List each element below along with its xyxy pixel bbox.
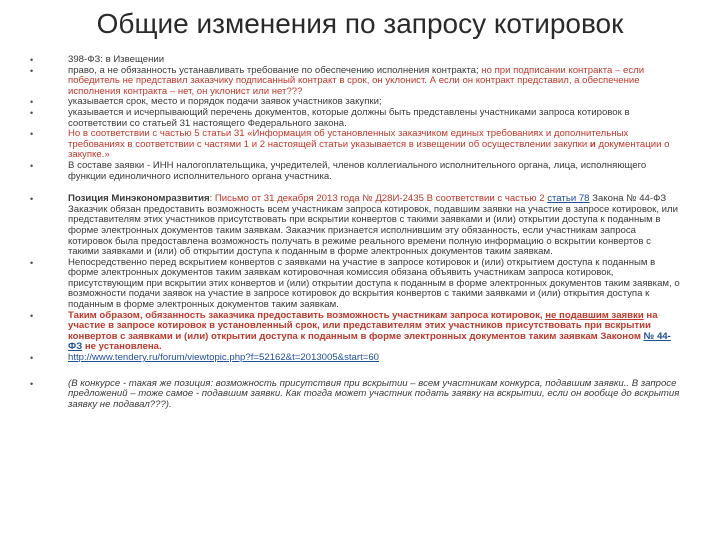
bullet-item: • Таким образом, обязанность заказчика предоставить возможность участникам запроса котировок, не подавшим заявки на участие в запросе котировок в установленный срок, или представителям этих участников присутствовать при вскрытии конвертов с заявками и (или) открытии доступа к поданным в форме электронных документов таким заявкам Законом № 44-ФЗ не установлена. xyxy=(30,311,680,353)
bullet-item xyxy=(30,353,680,364)
law-link[interactable]: № 44-ФЗ xyxy=(68,330,671,353)
bullet-item: • 398-ФЗ: в Извещении xyxy=(30,55,680,66)
content-area xyxy=(30,55,680,410)
bullet-item: • указывается и исчерпывающий перечень документов, которые должны быть представлены участниками запроса котировок в соответствии со статьей 31 настоящего Федерального закона. xyxy=(30,108,680,129)
bullet-item: • Позиция Минэкономразвития: Письмо от 31 декабря 2013 года № Д28И-2435 В соответствии с частью 2 статьи 78 Закона № 44-ФЗ Заказчик обязан предоставить возможность всем участникам запроса котировок, подавшим заявки на участие в запросе котировок, или представителям этих участников присутствовать при вскрытии конвертов с такими заявками и (или) открытии доступа к поданным в форме электронных документов таким заявкам. Заказчик признается исполнившим эту обязанность, если участникам запроса котировок была предоставлена возможность получать в режиме реального времени полную информацию о вскрытии конвертов с такими заявками и (или) об открытии доступа к поданным в форме электронных документов таким заявкам. xyxy=(30,194,680,258)
bullet-item: • Непосредственно перед вскрытием конвертов с заявками на участие в запросе котировок и (или) открытием доступа к поданным в форме электронных документов таким заявкам котировочная комиссия обязана объявить участникам запроса котировок, присутствующим при вскрытии этих конвертов и (или) открытии доступа к поданным в форме электронных документов таким заявкам, о возможности подачи заявок на участие в запросе котировок до вскрытия конвертов с такими заявками и (или) открытия доступа к поданным в форме электронных документов таким заявкам. xyxy=(30,258,680,311)
bullet-item: • В составе заявки - ИНН налогоплательщика, учредителей, членов коллегиального исполнительного органа, лица, исполняющего функции единоличного исполнительного органа участника. xyxy=(30,161,680,182)
forum-link[interactable]: http://www.tendery.ru/forum/viewtopic.php?f=52162&t=2013005&start=60 xyxy=(68,352,380,364)
bullet-item: • указывается срок, место и порядок подачи заявок участников закупки; xyxy=(30,97,680,108)
bullet-list xyxy=(30,55,680,410)
bullet-item: • право, а не обязанность устанавливать требование по обеспечению исполнения контракта; но при подписании контракта – если победитель не представил заказчику подписанный контракт в срок, он уклонист. А если он контракт представил, а обеспечение исполнения контракта – нет, он уклонист или нет??? xyxy=(30,66,680,98)
law-article-link[interactable]: статьи 78 xyxy=(547,193,590,205)
bullet-item: • (В конкурсе - такая же позиция: возможность присутствия при вскрытии – всем участникам конкурса, подавшим заявки.. В запросе предложений – тоже самое - подавшим заявки. Как тогда может участник подать заявку на вскрытии, если он вообще до вскрытия заявку не подавал???). xyxy=(30,379,680,411)
bullet-item: • Но в соответствии с частью 5 статьи 31 «Информация об установленных заказчиком единых требованиях и дополнительных требованиях в соответствии с частями 1 и 2 настоящей статьи указывается в извещении об осуществлении закупки и документации о закупке.» xyxy=(30,129,680,161)
page-title: Общие изменения по запросу котировок xyxy=(96,8,624,39)
